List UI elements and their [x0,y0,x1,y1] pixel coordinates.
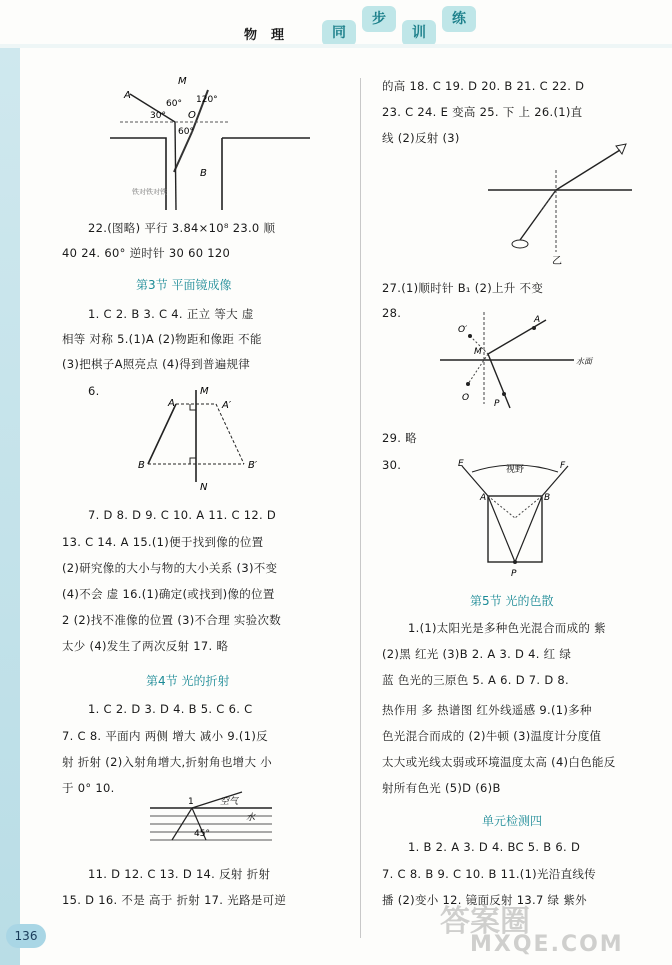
page-number: 136 [6,924,46,948]
figure-30-field-of-view [452,458,582,580]
text-line: 28. [382,306,402,320]
text-line: 的高 18. C 19. D 20. B 21. C 22. D [382,79,585,93]
fig30-label: B [544,493,551,503]
subject-title: 物理 [244,28,299,43]
text-line: 22.(图略) 平行 3.84×10⁸ 23.0 顺 [88,221,276,235]
figure-6-plane-mirror [130,382,270,494]
text-line: 27.(1)顺时针 B₁ (2)上升 不变 [382,281,544,295]
text-line: (4)不会 虚 16.(1)确定(或找到)像的位置 [62,587,275,601]
text-line: 色光混合而成的 (2)牛顿 (3)温度计分度值 [382,729,602,743]
text-line: 7. C 8. B 9. C 10. B 11.(1)光沿直线传 [382,867,596,881]
text-line: 7. C 8. 平面内 两侧 增大 减小 9.(1)反 [62,729,268,743]
fig22-note: 铁对铁对铁 [132,188,167,196]
fig6-label: B [138,460,145,471]
fig22-label: 120° [196,95,218,105]
text-line: 7. D 8. D 9. C 10. A 11. C 12. D [88,508,277,522]
fig22-label: 60° [178,127,194,137]
fig30-label: E [458,459,464,469]
text-line: 1. C 2. B 3. C 4. 正立 等大 虚 [88,307,254,321]
text-line: 1.(1)太阳光是多种色光混合而成的 紫 [408,621,606,635]
header-band [0,44,672,48]
text-line: 11. D 12. C 13. D 14. 反射 折射 [88,867,271,881]
text-line: 29. 略 [382,431,417,445]
fig30-label: 视野 [506,465,525,475]
header-badge: 训 [402,20,436,46]
fig28-label: A [534,315,541,325]
fig28-label: 水面 [576,357,592,366]
fig6-label: M [200,386,209,397]
fig22-label: B [200,168,207,179]
text-line: 15. D 16. 不是 高于 折射 17. 光路是可逆 [62,893,287,907]
text-line: 蓝 色光的三原色 5. A 6. D 7. D 8. [382,673,570,687]
side-strip [0,48,20,965]
text-line: 2 (2)找不准像的位置 (3)不合理 实验次数 [62,613,282,627]
fig6-label: B′ [248,460,258,471]
header-badge: 练 [442,6,476,32]
fig22-label: O [188,110,196,121]
section-heading: 单元检测四 [482,814,543,828]
figure-10-refraction [146,790,276,852]
text-line: 1. C 2. D 3. D 4. B 5. C 6. C [88,702,253,716]
text-line: 30. [382,458,402,472]
fig30-label: P [511,569,517,579]
fig10-label: 空气 [220,797,239,807]
fig10-label: 水 [246,813,256,823]
fig22-label: 60° [166,99,182,109]
text-line: 40 24. 60° 逆时针 30 60 120 [62,246,231,260]
figure-26-light-path [480,140,640,266]
fig30-label: F [560,461,566,471]
text-line: 于 0° 10. [62,781,115,795]
fig6-label: A [168,398,175,409]
watermark-text: 答案圈 [440,904,530,939]
fig28-label: O [462,393,470,403]
section-heading: 第3节 平面镜成像 [136,278,232,292]
watermark-site: MXQE.COM [470,932,624,957]
fig6-label: N [200,482,208,493]
text-line: 相等 对称 5.(1)A (2)物距和像距 不能 [62,332,262,346]
fig22-label: A [124,90,131,101]
fig10-label: 45° [194,829,210,839]
figure-22-reflection [110,72,310,212]
text-line: (2)研究像的大小与物的大小关系 (3)不变 [62,561,278,575]
text-line: (3)把棋子A照亮点 (4)得到普遍规律 [62,357,251,371]
fig22-label: 30° [150,111,166,121]
text-line: 热作用 多 热谱图 红外线遥感 9.(1)多种 [382,703,592,717]
fig6-label: A′ [222,400,232,411]
text-line: 23. C 24. E 变高 25. 下 上 26.(1)直 [382,105,583,119]
fig26-label: 乙 [552,256,562,266]
text-line: 13. C 14. A 15.(1)便于找到像的位置 [62,535,264,549]
fig28-label: O′ [458,325,468,335]
page-header [0,0,672,52]
figure-28-water-surface [436,308,626,412]
section-heading: 第5节 光的色散 [470,594,554,608]
text-line: 射 折射 (2)入射角增大,折射角也增大 小 [62,755,273,769]
fig28-label: P [494,399,500,409]
text-line: 太少 (4)发生了两次反射 17. 略 [62,639,229,653]
text-line: 射所有色光 (5)D (6)B [382,781,501,795]
fig30-label: A [480,493,487,503]
column-divider [360,78,361,938]
section-heading: 第4节 光的折射 [146,674,230,688]
text-line: 播 (2)变小 12. 镜面反射 13.7 绿 紫外 [382,893,587,907]
header-badge: 同 [322,20,356,46]
fig10-label: 1 [188,797,194,807]
fig22-label: M [178,76,187,87]
fig28-label: M [474,347,482,357]
text-line: 线 (2)反射 (3) [382,131,460,145]
text-line: (2)黑 红光 (3)B 2. A 3. D 4. 红 绿 [382,647,572,661]
text-line: 6. [88,384,100,398]
text-line: 太大或光线太弱或环境温度太高 (4)白色能反 [382,755,616,769]
text-line: 1. B 2. A 3. D 4. BC 5. B 6. D [408,840,581,854]
header-badge: 步 [362,6,396,32]
